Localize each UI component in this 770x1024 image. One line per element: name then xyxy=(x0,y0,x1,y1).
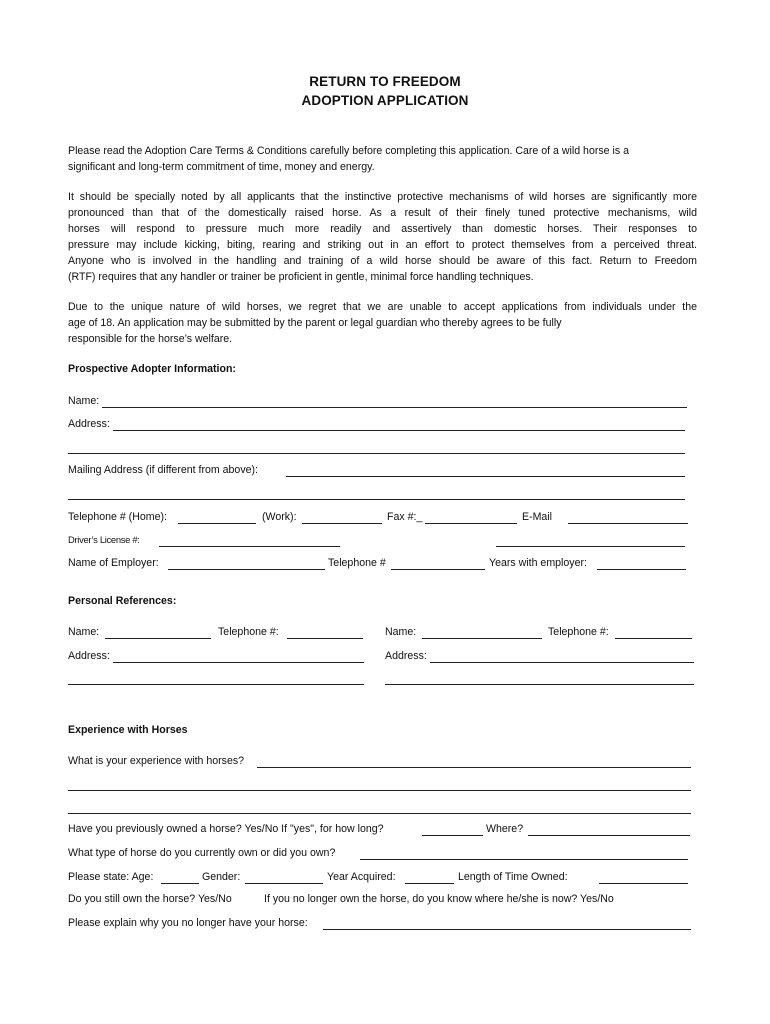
intro-paragraph xyxy=(68,144,697,176)
owned-duration-field[interactable] xyxy=(422,822,483,836)
ref1-address-field[interactable] xyxy=(113,649,364,663)
ref1-name-field[interactable] xyxy=(105,625,211,639)
explain-field[interactable] xyxy=(323,916,691,930)
ref2-tel-label: Telephone #: xyxy=(548,626,609,638)
tel-home-field[interactable] xyxy=(178,510,256,524)
experience-question-label: What is your experience with horses? xyxy=(68,755,245,767)
ref2-name-field[interactable] xyxy=(422,625,542,639)
explain-label: Please explain why you no longer have your horse: xyxy=(68,917,308,929)
length-owned-label: Length of Time Owned: xyxy=(458,871,568,883)
age-label: Please state: Age: xyxy=(68,871,154,883)
address-line2-field[interactable] xyxy=(68,440,685,454)
tel-work-field[interactable] xyxy=(302,510,382,524)
ref2-address-label: Address: xyxy=(385,650,427,662)
name-field[interactable] xyxy=(102,394,687,408)
ref1-address-label: Address: xyxy=(68,650,110,662)
mailing-address-field[interactable] xyxy=(286,463,685,477)
mailing-address-label: Mailing Address (if different from above): xyxy=(68,464,258,476)
year-acquired-field[interactable] xyxy=(405,870,454,884)
employer-field[interactable] xyxy=(168,556,325,570)
paragraph-line: pronounced than that of the domestically raised horse. As a result of their finely tuned protective mechanisms, wild xyxy=(68,206,697,219)
drivers-license-field[interactable] xyxy=(159,533,340,547)
tel-home-label: Telephone # (Home): xyxy=(68,511,167,523)
paragraph-line: Please read the Adoption Care Terms & Conditions carefully before completing this application. Care of a wild horse is a xyxy=(68,145,629,157)
name-label: Name: xyxy=(68,395,100,407)
year-acquired-label: Year Acquired: xyxy=(327,871,396,883)
length-owned-field[interactable] xyxy=(599,870,688,884)
horse-gender-field[interactable] xyxy=(245,870,323,884)
document-title-line2: ADOPTION APPLICATION xyxy=(301,93,469,108)
fax-label: Fax #:_ xyxy=(387,511,423,523)
paragraph-line: (RTF) requires that any handler or trainer be proficient in gentle, minimal force handling techniques. xyxy=(68,270,534,283)
ref2-name-label: Name: xyxy=(385,626,417,638)
ref1-address-line2-field[interactable] xyxy=(68,671,364,685)
email-label: E-Mail xyxy=(522,511,553,523)
still-own-label: Do you still own the horse? Yes/No xyxy=(68,893,232,905)
paragraph-line: pressure may include kicking, biting, rearing and striking out in an effort to protect themselves from a perceived threat. xyxy=(68,238,697,251)
ref1-tel-label: Telephone #: xyxy=(218,626,279,638)
experience-field[interactable] xyxy=(257,754,691,768)
age-requirement-paragraph xyxy=(68,300,697,348)
ref1-tel-field[interactable] xyxy=(287,625,363,639)
drivers-license-extra-field[interactable] xyxy=(496,533,685,547)
previously-owned-label: Have you previously owned a horse? Yes/No If "yes", for how long? xyxy=(68,823,384,835)
paragraph-line: age of 18. An application may be submitted by the parent or legal guardian who thereby agrees to be fully xyxy=(68,316,562,329)
experience-line2-field[interactable] xyxy=(68,777,691,791)
gender-label: Gender: xyxy=(202,871,241,883)
paragraph-line: Due to the unique nature of wild horses, we regret that we are unable to accept applications from individuals under the xyxy=(68,301,697,313)
ref2-address-line2-field[interactable] xyxy=(385,671,694,685)
paragraph-line: responsible for the horse’s welfare. xyxy=(68,332,233,345)
safety-note-paragraph xyxy=(68,190,697,285)
experience-line3-field[interactable] xyxy=(68,800,691,814)
horse-type-field[interactable] xyxy=(360,846,688,860)
references-heading: Personal References: xyxy=(68,595,177,607)
employer-tel-label: Telephone # xyxy=(328,557,386,569)
horse-age-field[interactable] xyxy=(161,870,199,884)
where-field[interactable] xyxy=(528,822,690,836)
experience-heading: Experience with Horses xyxy=(68,724,188,736)
ref2-address-field[interactable] xyxy=(430,649,694,663)
mailing-address-line2-field[interactable] xyxy=(68,486,685,500)
employer-label: Name of Employer: xyxy=(68,557,159,569)
drivers-license-label: Driver’s License #: xyxy=(68,534,140,545)
paragraph-line: horses will respond to pressure much more readily and assertively than domestic horses. Their responses to xyxy=(68,222,697,235)
know-where-label: If you no longer own the horse, do you know where he/she is now? Yes/No xyxy=(264,893,614,905)
paragraph-line: It should be specially noted by all applicants that the instinctive protective mechanisms of wild horses are significantly more xyxy=(68,191,697,203)
tel-work-label: (Work): xyxy=(262,511,297,523)
email-field[interactable] xyxy=(568,510,688,524)
ref1-name-label: Name: xyxy=(68,626,100,638)
years-employer-label: Years with employer: xyxy=(489,557,587,569)
fax-field[interactable] xyxy=(425,510,517,524)
horse-type-label: What type of horse do you currently own or did you own? xyxy=(68,847,336,859)
address-field[interactable] xyxy=(113,417,685,431)
address-label: Address: xyxy=(68,418,110,430)
where-label: Where? xyxy=(486,823,524,835)
paragraph-line: significant and long-term commitment of time, money and energy. xyxy=(68,160,375,173)
years-employer-field[interactable] xyxy=(597,556,686,570)
employer-tel-field[interactable] xyxy=(391,556,485,570)
ref2-tel-field[interactable] xyxy=(615,625,692,639)
paragraph-line: Anyone who is involved in the handling and training of a wild horse should be aware of this fact. Return to Freedom xyxy=(68,254,697,267)
adopter-info-heading: Prospective Adopter Information: xyxy=(68,363,236,375)
document-title-line1: RETURN TO FREEDOM xyxy=(309,74,461,89)
